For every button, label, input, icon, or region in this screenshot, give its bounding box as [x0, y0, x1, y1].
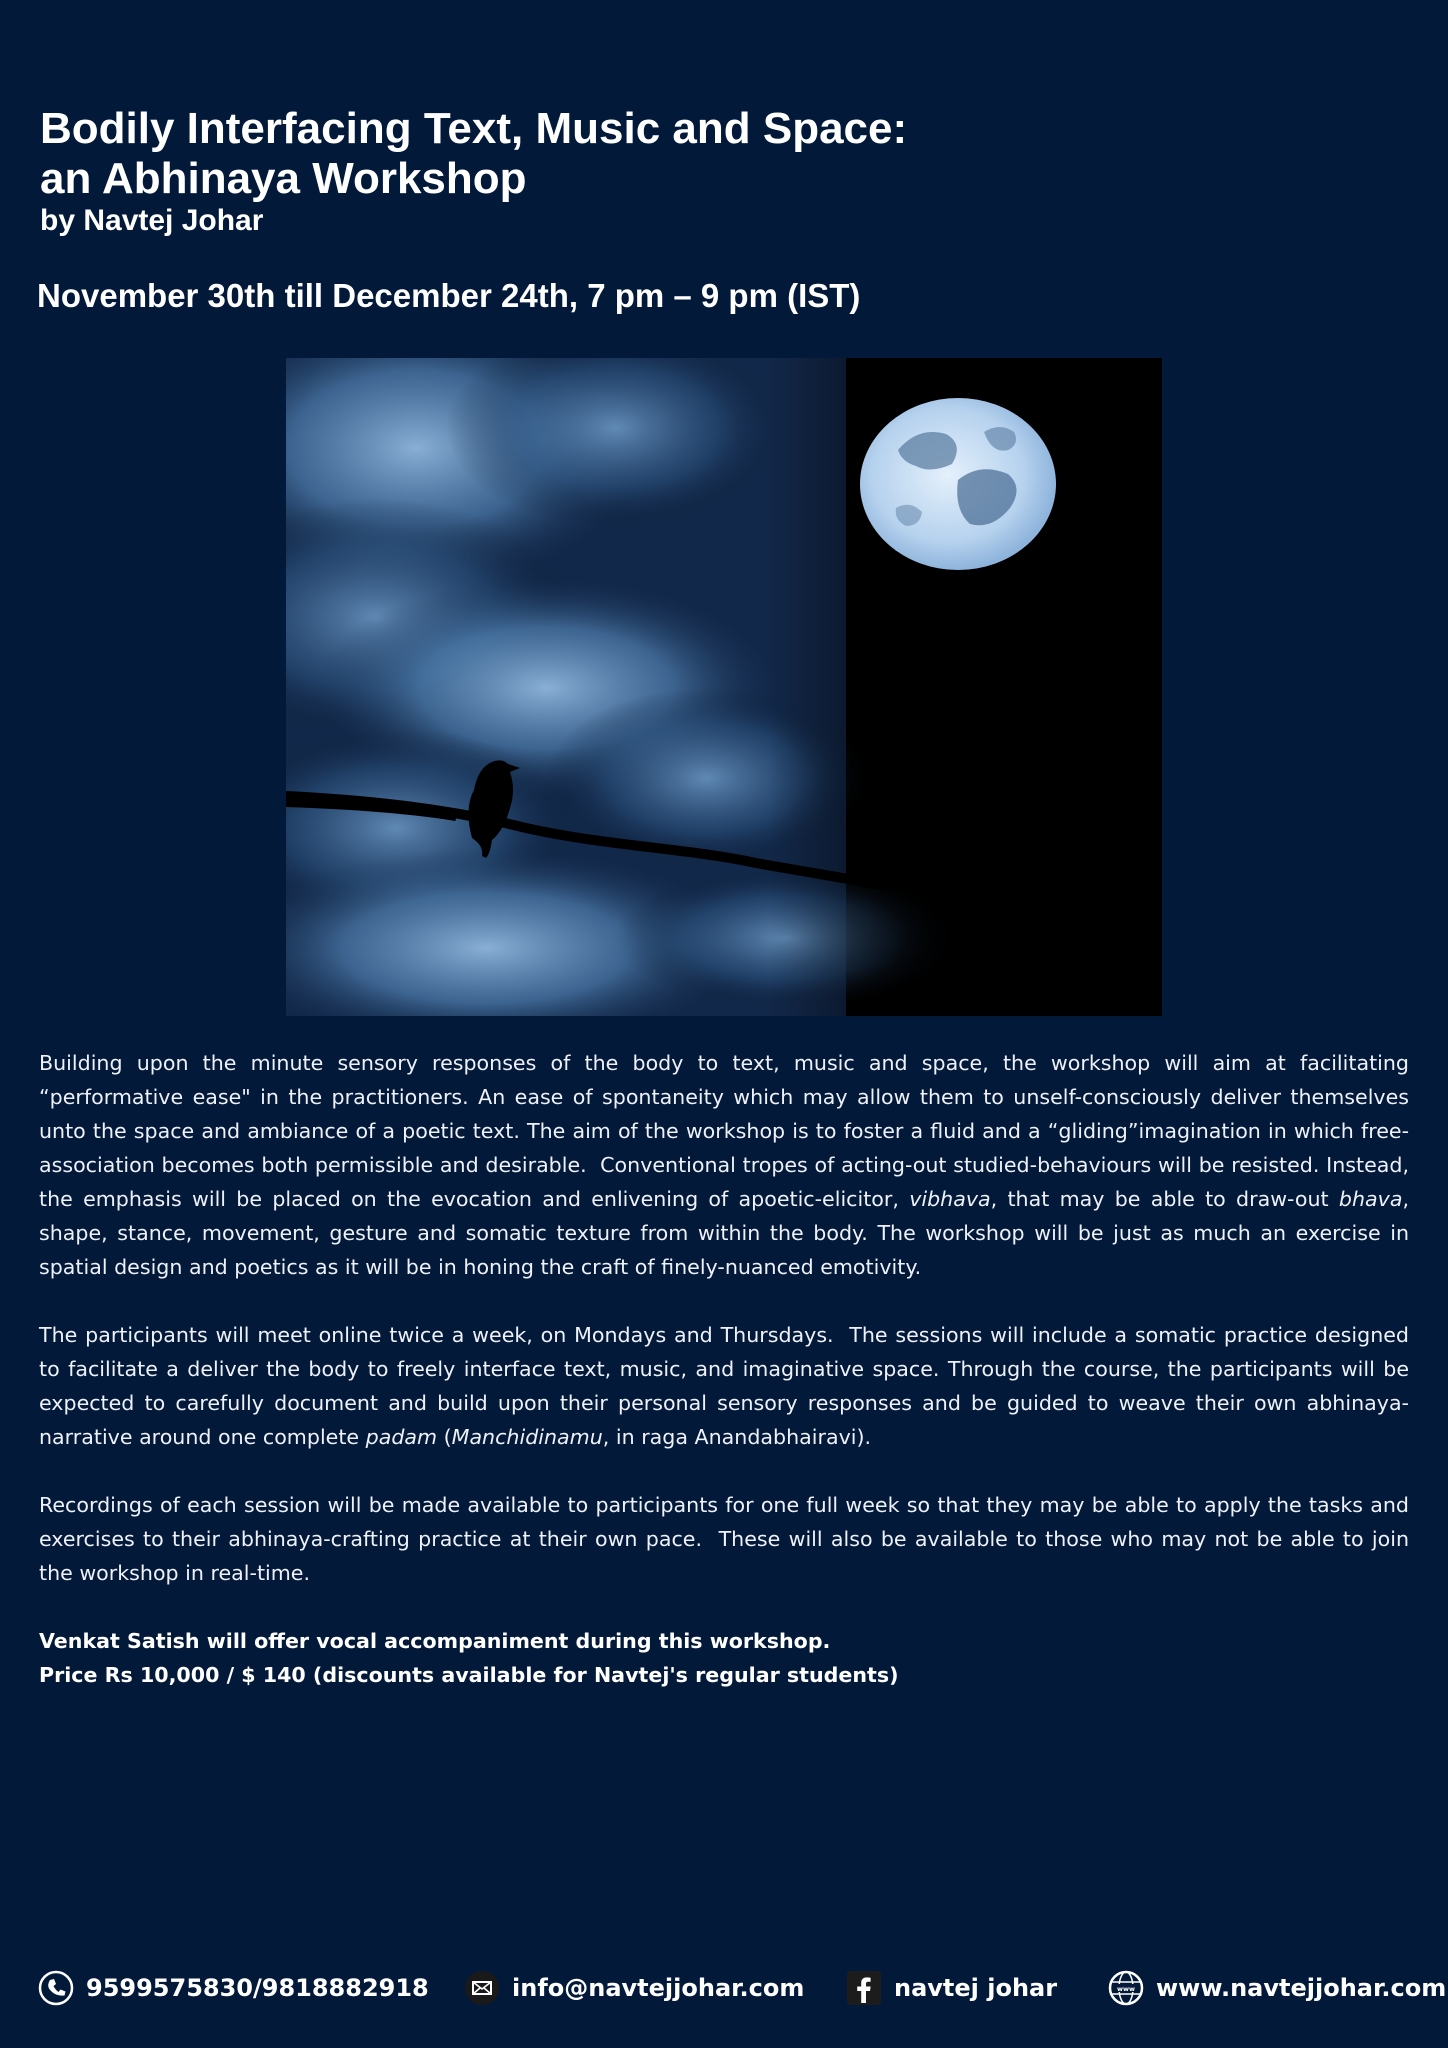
paragraph-intro — [39, 1046, 1409, 1284]
website-url: www.navtejjohar.com — [1156, 1974, 1447, 2002]
paragraph-schedule-text-b: ( — [437, 1425, 452, 1449]
price-note: Price Rs 10,000 / $ 140 (discounts available for Navtej's regular students) — [39, 1663, 899, 1687]
paragraph-schedule-text-a: The participants will meet online twice a week, on Mondays and Thursdays. The sessions will include a somatic practice designed to facilitate a deliver the body to freely interface text, music, and imaginative space. Through the course, the participants will be expected to carefully document and build upon their personal sensory responses and be guided to weave their own abhinaya-narrative around one complete — [39, 1323, 1409, 1449]
term-padam: padam — [365, 1425, 438, 1449]
phone-number: 9599575830/9818882918 — [86, 1974, 429, 2002]
term-bhava: bhava — [1338, 1187, 1403, 1211]
facebook-contact[interactable] — [846, 1966, 1057, 2010]
facebook-icon — [846, 1970, 882, 2006]
paragraph-intro-text-c: , shape, stance, movement, gesture and somatic texture from within the body. The workshop will be just as much an exercise in spatial design and poetics as it will be in honing the craft of finely-nuanced emotivity. — [39, 1187, 1409, 1279]
paragraph-intro-text-b: , that may be able to draw-out — [990, 1187, 1339, 1211]
term-vibhava: vibhava — [909, 1187, 991, 1211]
contact-footer — [0, 1966, 1448, 2010]
svg-text:www: www — [1116, 1985, 1136, 1993]
paragraph-schedule — [39, 1318, 1409, 1454]
workshop-dates: November 30th till December 24th, 7 pm – 9 pm (IST) — [37, 277, 861, 314]
workshop-title — [40, 104, 1140, 204]
term-manchidinamu: Manchidinamu — [451, 1425, 603, 1449]
title-line-2: an Abhinaya Workshop — [40, 154, 527, 203]
facebook-name: navtej johar — [894, 1974, 1058, 2002]
byline: by Navtej Johar — [40, 204, 264, 237]
email-address: info@navtejjohar.com — [512, 1974, 805, 2002]
phone-contact[interactable] — [38, 1966, 429, 2010]
globe-icon — [1108, 1970, 1144, 2006]
accompaniment-note: Venkat Satish will offer vocal accompaniment during this workshop. — [39, 1629, 831, 1653]
title-line-1: Bodily Interfacing Text, Music and Space: — [40, 104, 908, 153]
paragraph-schedule-text-c: , in raga Anandabhairavi). — [602, 1425, 872, 1449]
website-contact[interactable] — [1108, 1966, 1446, 2010]
paragraph-intro-text-a: Building upon the minute sensory responses of the body to text, music and space, the workshop will aim at facilitating “performative ease" in the practitioners. An ease of spontaneity which may allow them to unself-consciously deliver themselves unto the space and ambiance of a poetic text. The aim of the workshop is to foster a fluid and a “gliding”imagination in which free-association becomes both permissible and desirable. Conventional tropes of acting-out studied-behaviours will be resisted. Instead, the emphasis will be placed on the evocation and enlivening of apoetic-elicitor, — [39, 1051, 1409, 1211]
description — [39, 1046, 1409, 1692]
email-icon — [464, 1970, 500, 2006]
moon-bird-photo — [286, 358, 1162, 1016]
phone-icon — [38, 1970, 74, 2006]
email-contact[interactable] — [464, 1966, 804, 2010]
key-details — [39, 1624, 1409, 1692]
paragraph-recordings: Recordings of each session will be made available to participants for one full week so that they may be able to apply the tasks and exercises to their abhinaya-crafting practice at their own pace. These will also be available to those who may not be able to join the workshop in real-time. — [39, 1493, 1409, 1585]
